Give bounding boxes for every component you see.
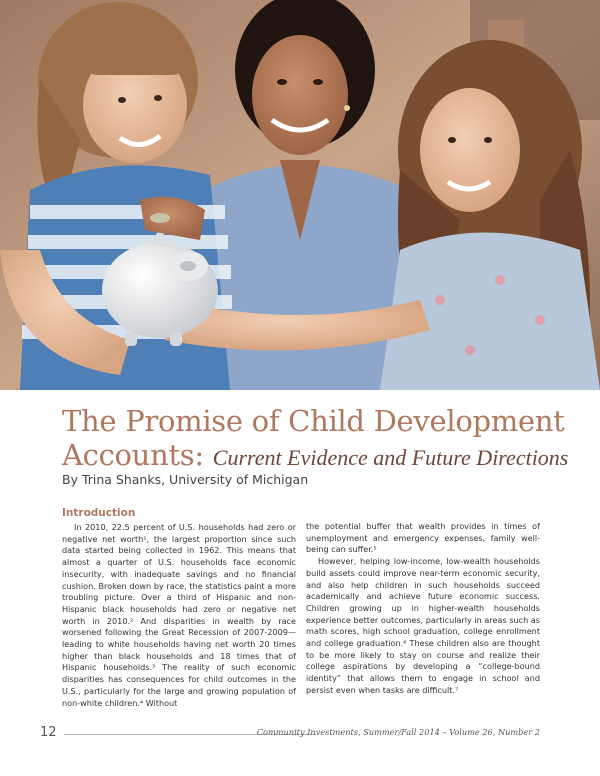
page-number: 12 [40,725,57,740]
article-subtitle: Current Evidence and Future Directions [212,445,569,470]
article-title-main: The Promise of Child Development Accounts: [62,404,565,472]
paragraph: However, helping low-income, low-wealth households build assets could improve near-term economic security, and also help children in such households succeed academically and achieve future economic success. Children growing up in higher-wealth households experience better outcomes, particularly in areas such as math scores, high school graduation, college enrollment and college graduation.⁶ These children also are thought to be more likely to stay on course and realize their college aspirations by developing a “college-bound identity” that allows them to engage in school and persist even when tasks are difficult.⁷ [306,556,540,695]
paragraph: In 2010, 22.5 percent of U.S. households had zero or negative net worth¹, the largest proportion since such data started being collected in 1962. This means that almost a quarter of U.S. households face economic insecurity, with inadequate savings and no financial cushion. Broken down by race, the statistics paint a more troubling picture. Over a third of Hispanic and non-Hispanic black households had zero or negative net worth in 2010.² And disparities in wealth by race worsened following the Great Recession of 2007-2009—leading to white households having net worth 20 times higher than black households and 18 times that of Hispanic households.³ The reality of such economic disparities has consequences for child outcomes in the U.S., particularly for the large and growing population of non-white children.⁴ Without [62,522,296,708]
page-footer [40,725,540,743]
section-heading: Introduction [62,507,136,519]
byline: By Trina Shanks, University of Michigan [62,472,309,487]
column-right [306,521,540,697]
paragraph: the potential buffer that wealth provides in times of unemployment and emergency expenses, family well-being can suffer.⁵ [306,521,540,555]
publication-info: Community Investments, Summer/Fall 2014 – Volume 26, Number 2 [256,727,540,737]
article-title [62,404,582,475]
column-left [62,522,296,709]
